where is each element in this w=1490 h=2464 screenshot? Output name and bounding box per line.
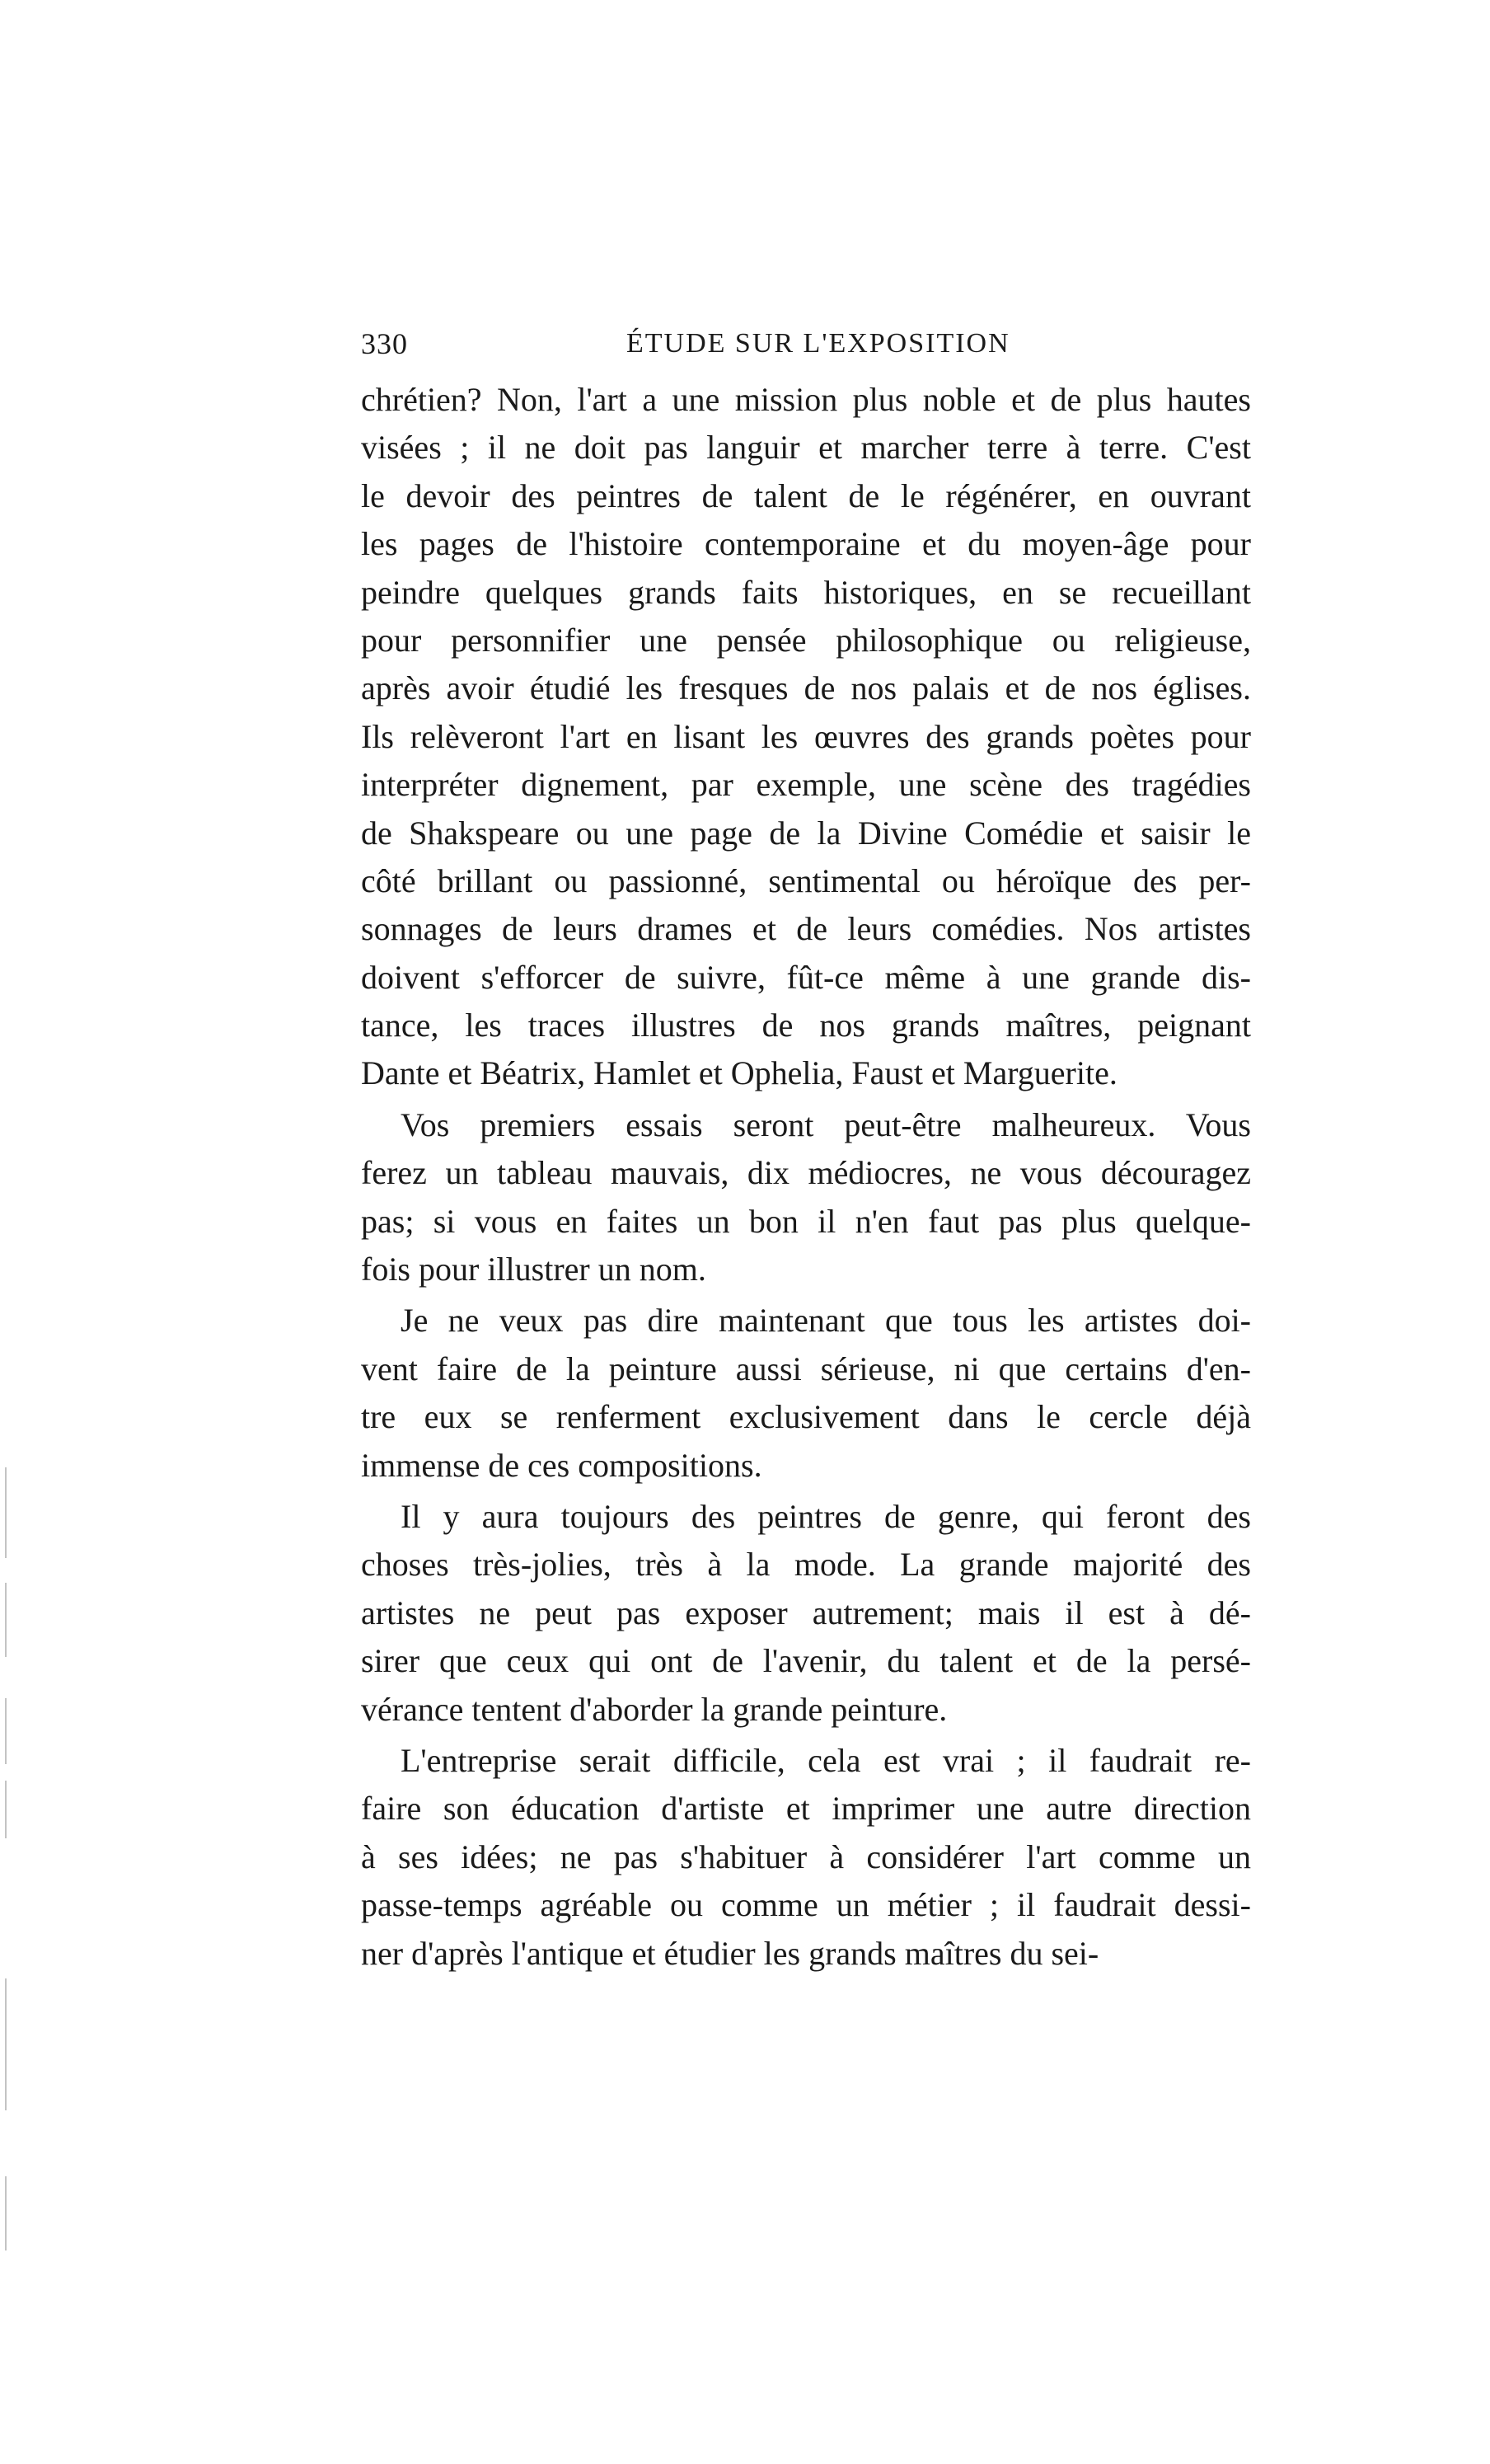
text-line: vérance tentent d'aborder la grande peinture. <box>361 1690 948 1728</box>
text-line: passe-temps agréable ou comme un métier ; il faudrait dessi- <box>361 1886 1251 1924</box>
text-line: doivent s'efforcer de suivre, fût-ce même à une grande dis- <box>361 958 1251 996</box>
text-line: immense de ces compositions. <box>361 1446 762 1484</box>
text-line: ferez un tableau mauvais, dix médiocres, ne vous découragez <box>361 1154 1251 1192</box>
text-line: fois pour illustrer un nom. <box>361 1251 706 1288</box>
text-line: sirer que ceux qui ont de l'avenir, du talent et de la persé- <box>361 1642 1251 1680</box>
scan-edge-mark <box>5 2176 7 2250</box>
text-line: pas; si vous en faites un bon il n'en faut pas plus quelque- <box>361 1202 1251 1240</box>
text-line: L'entreprise serait difficile, cela est vrai ; il faudrait re- <box>401 1741 1251 1779</box>
paragraph <box>361 1297 1251 1490</box>
text-line: côté brillant ou passionné, sentimental ou héroïque des per- <box>361 861 1251 899</box>
text-line: Ils relèveront l'art en lisant les œuvres des grands poètes pour <box>361 717 1251 755</box>
scan-edge-mark <box>5 1978 7 2110</box>
text-line: faire son éducation d'artiste et imprimer une autre direction <box>361 1790 1251 1828</box>
scan-edge-mark <box>5 1781 7 1838</box>
paragraph <box>361 1493 1251 1734</box>
body-text <box>361 376 1251 1978</box>
text-line: Dante et Béatrix, Hamlet et Ophelia, Faust et Marguerite. <box>361 1054 1118 1092</box>
scan-edge-mark <box>5 1583 7 1657</box>
text-line: choses très-jolies, très à la mode. La grande majorité des <box>361 1546 1251 1584</box>
paragraph <box>361 1101 1251 1294</box>
text-line: les pages de l'histoire contemporaine et du moyen-âge pour <box>361 525 1251 563</box>
text-line: de Shakspeare ou une page de la Divine Comédie et saisir le <box>361 814 1251 852</box>
text-line: Vos premiers essais seront peut-être malheureux. Vous <box>401 1105 1251 1143</box>
text-line: interpréter dignement, par exemple, une scène des tragédies <box>361 766 1251 804</box>
text-line: visées ; il ne doit pas languir et marcher terre à terre. C'est <box>361 429 1251 467</box>
text-line: chrétien? Non, l'art a une mission plus noble et de plus hautes <box>361 381 1251 418</box>
running-head <box>361 323 1251 364</box>
text-line: ner d'après l'antique et étudier les grands maîtres du sei- <box>361 1934 1099 1972</box>
page-number: 330 <box>361 327 408 360</box>
scan-edge-mark <box>5 1698 7 1764</box>
text-line: pour personnifier une pensée philosophique ou religieuse, <box>361 621 1251 659</box>
text-line: après avoir étudié les fresques de nos palais et de nos églises. <box>361 669 1251 707</box>
text-line: peindre quelques grands faits historiques, en se recueillant <box>361 573 1251 611</box>
scan-edge-mark <box>5 1467 7 1558</box>
text-line: Il y aura toujours des peintres de genre, qui feront des <box>401 1497 1251 1535</box>
text-line: tre eux se renferment exclusivement dans le cercle déjà <box>361 1398 1251 1436</box>
text-line: le devoir des peintres de talent de le régénérer, en ouvrant <box>361 476 1251 514</box>
text-line: à ses idées; ne pas s'habituer à considérer l'art comme un <box>361 1837 1251 1875</box>
text-line: tance, les traces illustres de nos grands maîtres, peignant <box>361 1007 1251 1044</box>
text-line: Je ne veux pas dire maintenant que tous les artistes doi- <box>401 1302 1251 1340</box>
text-line: artistes ne peut pas exposer autrement; mais il est à dé- <box>361 1593 1251 1631</box>
paragraph <box>361 376 1251 1098</box>
text-line: sonnages de leurs drames et de leurs comédies. Nos artistes <box>361 910 1251 948</box>
running-title: ÉTUDE SUR L'EXPOSITION <box>626 328 1010 359</box>
paragraph <box>361 1737 1251 1978</box>
text-line: vent faire de la peinture aussi sérieuse, ni que certains d'en- <box>361 1349 1251 1387</box>
